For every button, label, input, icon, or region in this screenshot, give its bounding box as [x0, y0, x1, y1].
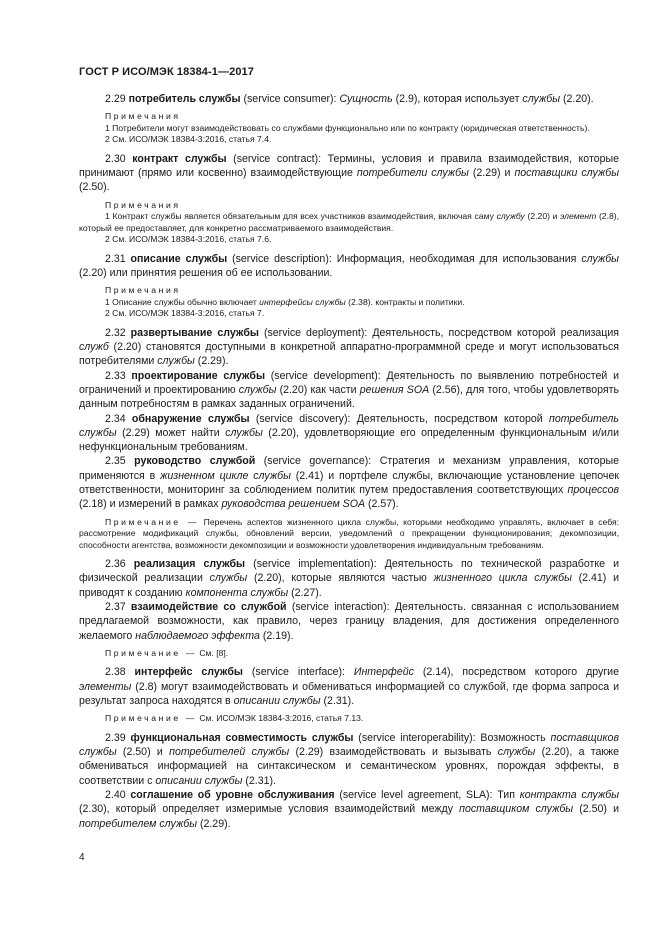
page-number: 4 — [79, 852, 85, 863]
term-entry: 2.36 реализация службы (service implementation): Деятельность по технической разработке и физической реализации службы (2.20), которые являются частью жизненного цикла службы (2.41) и приводят к созданию компонента службы (2.27). — [79, 558, 619, 599]
term-name: взаимодействие со службой — [130, 601, 287, 614]
term-entry: 2.29 потребитель службы (service consumer): Сущность (2.9), которая использует службы (2.20). — [105, 93, 594, 105]
document-body — [79, 92, 619, 831]
note: Примечание — См. ИСО/МЭК 18384-3:2016, статья 7.13. — [105, 713, 364, 724]
term-name: описание службы — [130, 252, 228, 265]
note: 2 См. ИСО/МЭК 18384-3:2016, статья 7.6. — [105, 234, 272, 245]
notes-heading: Примечания — [105, 199, 181, 210]
term-name: развертывание службы — [130, 326, 259, 339]
term-entry: 2.33 проектирование службы (service development): Деятельность по выявлению потребностей и ограничений и проектированию службы (2.20) как части решения SOA (2.56), для того, чтобы удовлетворять данным потребностям в рамках заданных ограничений. — [79, 369, 620, 411]
term-entry: 2.32 развертывание службы (service deployment): Деятельность, посредством которой реализация служб (2.20) становятся доступными в конкретной аппаратно-программной среде и могут использоваться потребителями службы (2.29). — [79, 326, 619, 368]
term-entry: 2.38 интерфейс службы (service interface): Интерфейс (2.14), посредством которого другие элементы (2.8) могут взаимодействовать и обмениваться информацией со службой, где форма запроса и результат запроса находятся в описании службы (2.31). — [79, 666, 619, 708]
note: 2 См. ИСО/МЭК 18384-3:2016, статья 7. — [105, 308, 265, 319]
notes-heading: Примечания — [105, 285, 181, 296]
term-entry: 2.40 соглашение об уровне обслуживания (service level agreement, SLA): Тип контракта службы (2.30), который определяет измеримые условия взаимодействий между поставщиком службы (2.50) и потребителем службы (2.29). — [79, 789, 620, 830]
term-entry: 2.39 функциональная совместимость службы (service interoperability): Возможность поставщиков службы (2.50) и потребителей службы (2.29) взаимодействовать и вызывать службы (2.20), а также обмениваться информацией на синтаксическом и семантическом уровнях, порождая эффекты, в соответствии с описании службы (2.31). — [79, 731, 619, 787]
term-name: интерфейс службы — [134, 666, 243, 679]
notes-block — [79, 111, 619, 146]
notes-heading: Примечания — [105, 111, 181, 122]
note: 1 Контракт службы является обязательным для всех участников взаимодействия, включая саму службу (2.20) и элемент (2.8), который ее предоставляет, для конкретно рассматриваемого взаимодействия. — [79, 211, 619, 233]
notes-block — [79, 200, 619, 246]
term-name: функциональная совместимость службы — [130, 731, 354, 744]
note: 2 См. ИСО/МЭК 18384-3:2016, статья 7.4. — [105, 134, 272, 145]
notes-block — [79, 285, 619, 320]
document-header: ГОСТ Р ИСО/МЭК 18384-1—2017 — [79, 66, 254, 78]
term-name: проектирование службы — [131, 369, 266, 382]
term-name: обнаружение службы — [131, 412, 250, 425]
term-name: потребитель службы — [128, 93, 241, 105]
note: Примечание — См. [8]. — [105, 647, 229, 658]
term-name: руководство службой — [134, 455, 256, 468]
note: 1 Потребители могут взаимодействовать со службами функционально или по контракту (юридическая ответственность). — [105, 122, 590, 133]
term-entry: 2.35 руководство службой (service governance): Стратегия и механизм управления, которые применяются в жизненном цикле службы (2.41) и портфеле службы, включающие установление цепочек ответственности, мониторинг за соблюдением политик путем предоставления соответствующих процессов (2.18) и измерений в рамках руководства решением SOA (2.57). — [79, 455, 619, 511]
term-entry: 2.31 описание службы (service description): Информация, необходимая для использования службы (2.20) или принятия решения об ее использовании. — [79, 252, 619, 279]
term-entry: 2.30 контракт службы (service contract): Термины, условия и правила взаимодействия, которые принимают (прямо или косвенно) взаимодействующие потребители службы (2.29) и поставщики службы (2.50). — [79, 152, 619, 194]
term-name: контракт службы — [132, 152, 227, 165]
term-name: реализация службы — [133, 558, 246, 571]
term-entry: 2.34 обнаружение службы (service discovery): Деятельность, посредством которой потребитель службы (2.29) может найти службы (2.20), удовлетворяющие его определенным функциональным и/или нефункциональным требованиям. — [79, 412, 619, 454]
note: Примечание — Перечень аспектов жизненного цикла службы, которыми необходимо управлять, включает в себя: рассмотрение модификаций службы, обновлений версии, уведомлений о прекращении функционирования; декомпозиции, способности агентства, возможности декомпозиции и возможности удовлетворения индивидуальным требованиям. — [79, 516, 619, 550]
term-entry: 2.37 взаимодействие со службой (service interaction): Деятельность. связанная с использованием предлагаемой возможности, как правило, через границу владения, для достижения определенного желаемого наблюдаемого эффекта (2.19). — [79, 601, 619, 642]
note: 1 Описание службы обычно включает интерфейсы службы (2.38). контракты и политики. — [105, 296, 465, 307]
term-name: соглашение об уровне обслуживания — [130, 789, 335, 801]
